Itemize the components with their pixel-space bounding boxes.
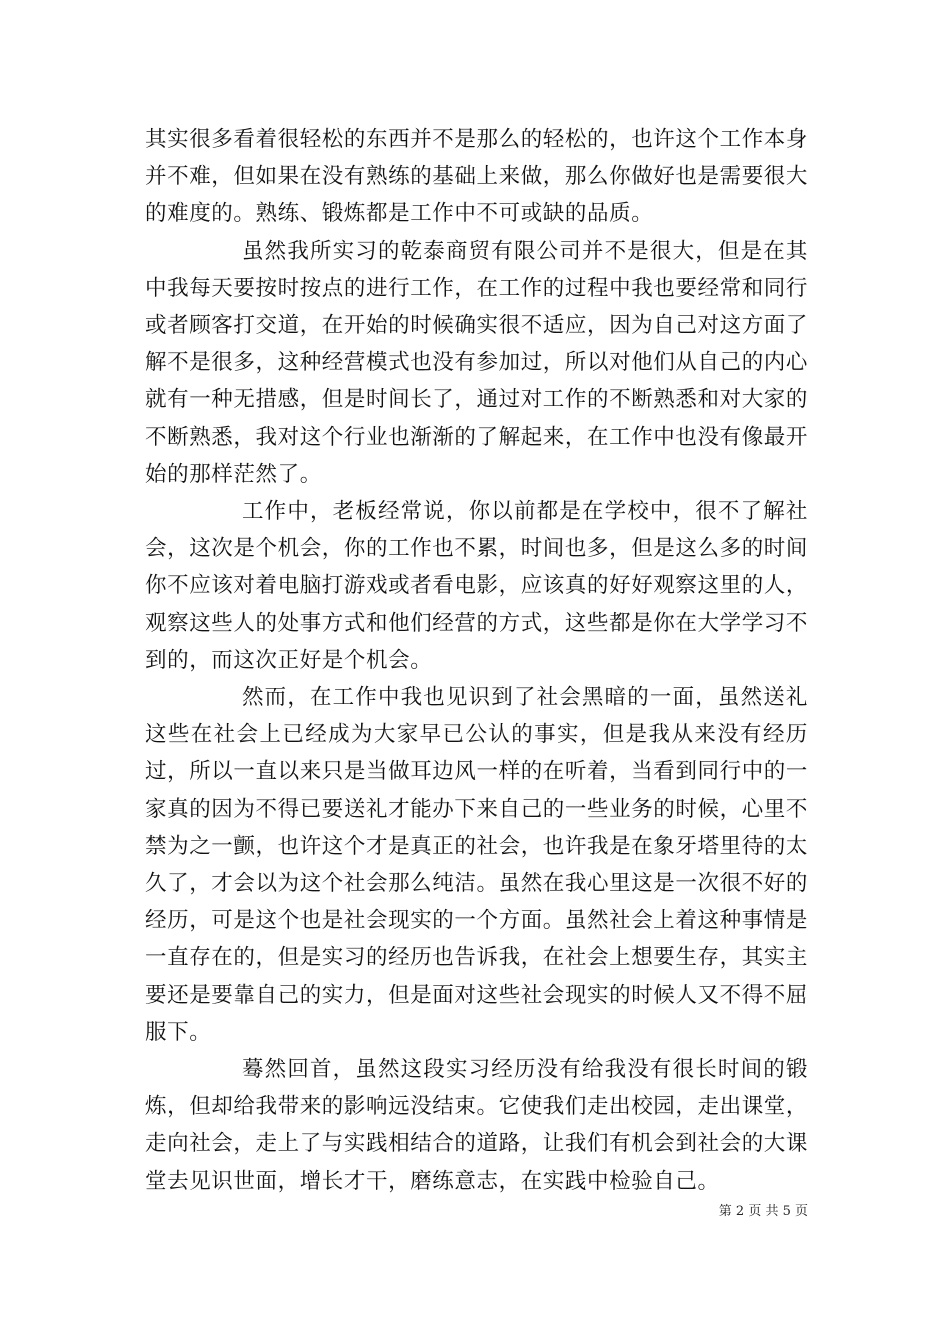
paragraph-3: 工作中，老板经常说，你以前都是在学校中，很不了解社会，这次是个机会，你的工作也不累，时间也多，但是这么多的时间你不应该对着电脑打游戏或者看电影，应该真的好好观察这里的人，观察这些人的处事方式和他们经营的方式，这些都是你在大学学习不到的，而这次正好是个机会。 (145, 499, 809, 673)
paragraph-1: 其实很多看着很轻松的东西并不是那么的轻松的，也许这个工作本身并不难，但如果在没有熟练的基础上来做，那么你做好也是需要很大的难度的。熟练、锻炼都是工作中不可或缺的品质。 (145, 127, 809, 227)
paragraph-5: 蓦然回首，虽然这段实习经历没有给我没有很长时间的锻炼，但却给我带来的影响远没结束。它使我们走出校园，走出课堂，走向社会，走上了与实践相结合的道路，让我们有机会到社会的大课堂去见识世面，增长才干，磨练意志，在实践中检验自己。 (145, 1057, 809, 1194)
page-number-footer: 第 2 页 共 5 页 (718, 1204, 808, 1219)
paragraph-4: 然而，在工作中我也见识到了社会黑暗的一面，虽然送礼这些在社会上已经成为大家早已公认的事实，但是我从来没有经历过，所以一直以来只是当做耳边风一样的在听着，当看到同行中的一家真的因为不得已要送礼才能办下来自己的一些业务的时候，心里不禁为之一颤，也许这个才是真正的社会，也许我是在象牙塔里待的太久了，才会以为这个社会那么纯洁。虽然在我心里这是一次很不好的经历，可是这个也是社会现实的一个方面。虽然社会上着这种事情是一直存在的，但是实习的经历也告诉我，在社会上想要生存，其实主要还是要靠自己的实力，但是面对这些社会现实的时候人又不得不屈服下。 (145, 685, 809, 1045)
paragraph-2: 虽然我所实习的乾泰商贸有限公司并不是很大，但是在其中我每天要按时按点的进行工作，在工作的过程中我也要经常和同行或者顾客打交道，在开始的时候确实很不适应，因为自己对这方面了解不是很多，这种经营模式也没有参加过，所以对他们从自己的内心就有一种无措感，但是时间长了，通过对工作的不断熟悉和对大家的不断熟悉，我对这个行业也渐渐的了解起来，在工作中也没有像最开始的那样茫然了。 (145, 238, 809, 487)
body-text (145, 121, 808, 1200)
